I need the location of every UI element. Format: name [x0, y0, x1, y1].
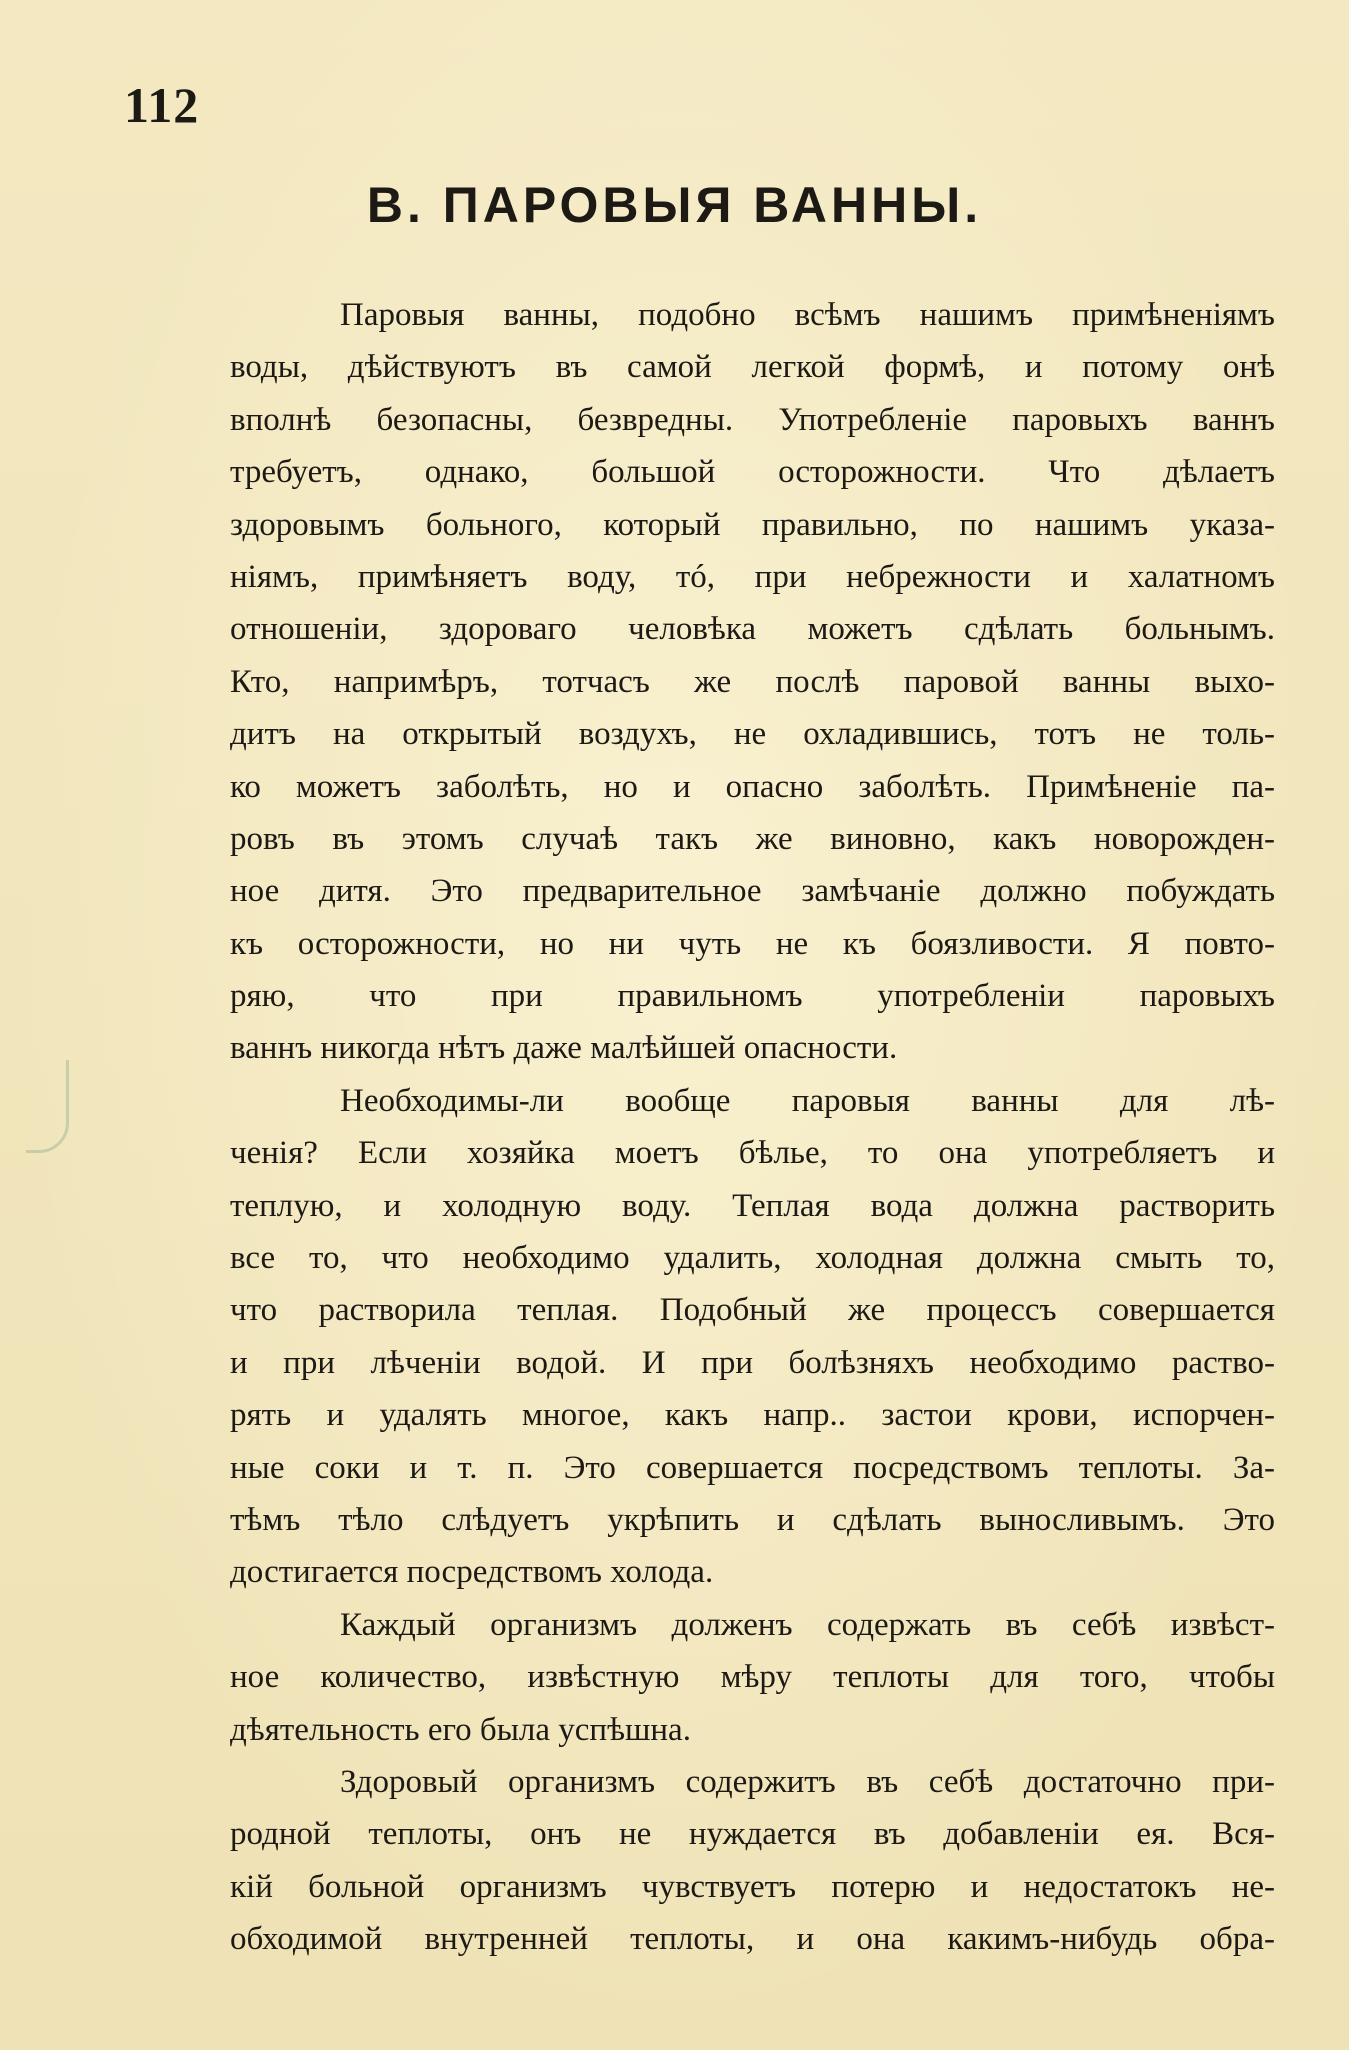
text-line: вполнѣ безопасны, безвредны. Употребленiе паровыхъ ваннъ	[230, 401, 1275, 438]
margin-pencil-mark	[26, 1060, 69, 1153]
text-line: дитъ на открытый воздухъ, не охладившись, тотъ не толь-	[230, 716, 1275, 753]
text-line: ко можетъ заболѣть, но и опасно заболѣть. Примѣненiе па-	[230, 768, 1275, 805]
text-line: родной теплоты, онъ не нуждается въ добавленiи ея. Вся-	[230, 1816, 1275, 1853]
text-line: здоровымъ больного, который правильно, по нашимъ указа-	[230, 506, 1275, 543]
text-line: ряю, что при правильномъ употребленiи паровыхъ	[230, 978, 1275, 1015]
text-line: ное дитя. Это предварительное замѣчанiе должно побуждать	[230, 873, 1275, 910]
paragraph-3	[120, 1599, 1275, 1756]
body-text	[120, 289, 1275, 1966]
text-line: нiямъ, примѣняетъ воду, тó, при небрежности и халатномъ	[230, 558, 1275, 595]
text-line: ные соки и т. п. Это совершается посредствомъ теплоты. За-	[230, 1449, 1275, 1486]
text-line: Кто, напримѣръ, тотчасъ же послѣ паровой ванны выхо-	[230, 663, 1275, 700]
text-line: тѣмъ тѣло слѣдуетъ укрѣпить и сдѣлать выносливымъ. Это	[230, 1501, 1275, 1538]
text-line: Паровыя ванны, подобно всѣмъ нашимъ примѣненiямъ	[340, 297, 1275, 333]
text-line: все то, что необходимо удалить, холодная должна смыть то,	[230, 1240, 1275, 1277]
text-line: требуетъ, однако, большой осторожности. Что дѣлаетъ	[230, 454, 1275, 491]
section-title: В. ПАРОВЫЯ ВАННЫ.	[366, 177, 983, 233]
text-line: Здоровый организмъ содержитъ въ себѣ достаточно при-	[340, 1763, 1275, 1800]
paragraph-4	[120, 1756, 1275, 1966]
paragraph-2	[120, 1075, 1275, 1599]
text-line: отношенiи, здороваго человѣка можетъ сдѣлать больнымъ.	[230, 611, 1275, 648]
text-line: ченiя? Если хозяйка моетъ бѣлье, то она употребляетъ и	[230, 1135, 1275, 1172]
text-line: ровъ въ этомъ случаѣ такъ же виновно, какъ новорожден-	[230, 820, 1275, 857]
text-line: достигается посредствомъ холода.	[230, 1554, 714, 1591]
text-line: воды, дѣйствуютъ въ самой легкой формѣ, и потому онѣ	[230, 349, 1275, 386]
text-line: Каждый организмъ долженъ содержать въ себѣ извѣст-	[340, 1606, 1275, 1643]
text-line: ное количество, извѣстную мѣру теплоты для того, чтобы	[230, 1659, 1275, 1696]
text-line: къ осторожности, но ни чуть не къ боязливости. Я повто-	[230, 925, 1275, 962]
text-line: что растворила теплая. Подобный же процессъ совершается	[230, 1292, 1275, 1329]
paragraph-1	[120, 289, 1275, 1075]
text-line: и при лѣченiи водой. И при болѣзняхъ необходимо раство-	[230, 1344, 1275, 1381]
page-number: 112	[124, 77, 200, 133]
text-line: Необходимы-ли вообще паровыя ванны для лѣ-	[340, 1082, 1275, 1119]
text-line: ваннъ никогда нѣтъ даже малѣйшей опасности.	[230, 1030, 898, 1067]
text-line: дѣятельность его была успѣшна.	[230, 1711, 691, 1748]
text-line: теплую, и холодную воду. Теплая вода должна растворить	[230, 1187, 1275, 1224]
text-line: обходимой внутренней теплоты, и она какимъ-нибудь обра-	[230, 1921, 1275, 1958]
text-line: кiй больной организмъ чувствуетъ потерю и недостатокъ не-	[230, 1868, 1275, 1905]
text-line: рять и удалять многое, какъ напр.. застои крови, испорчен-	[230, 1397, 1275, 1434]
